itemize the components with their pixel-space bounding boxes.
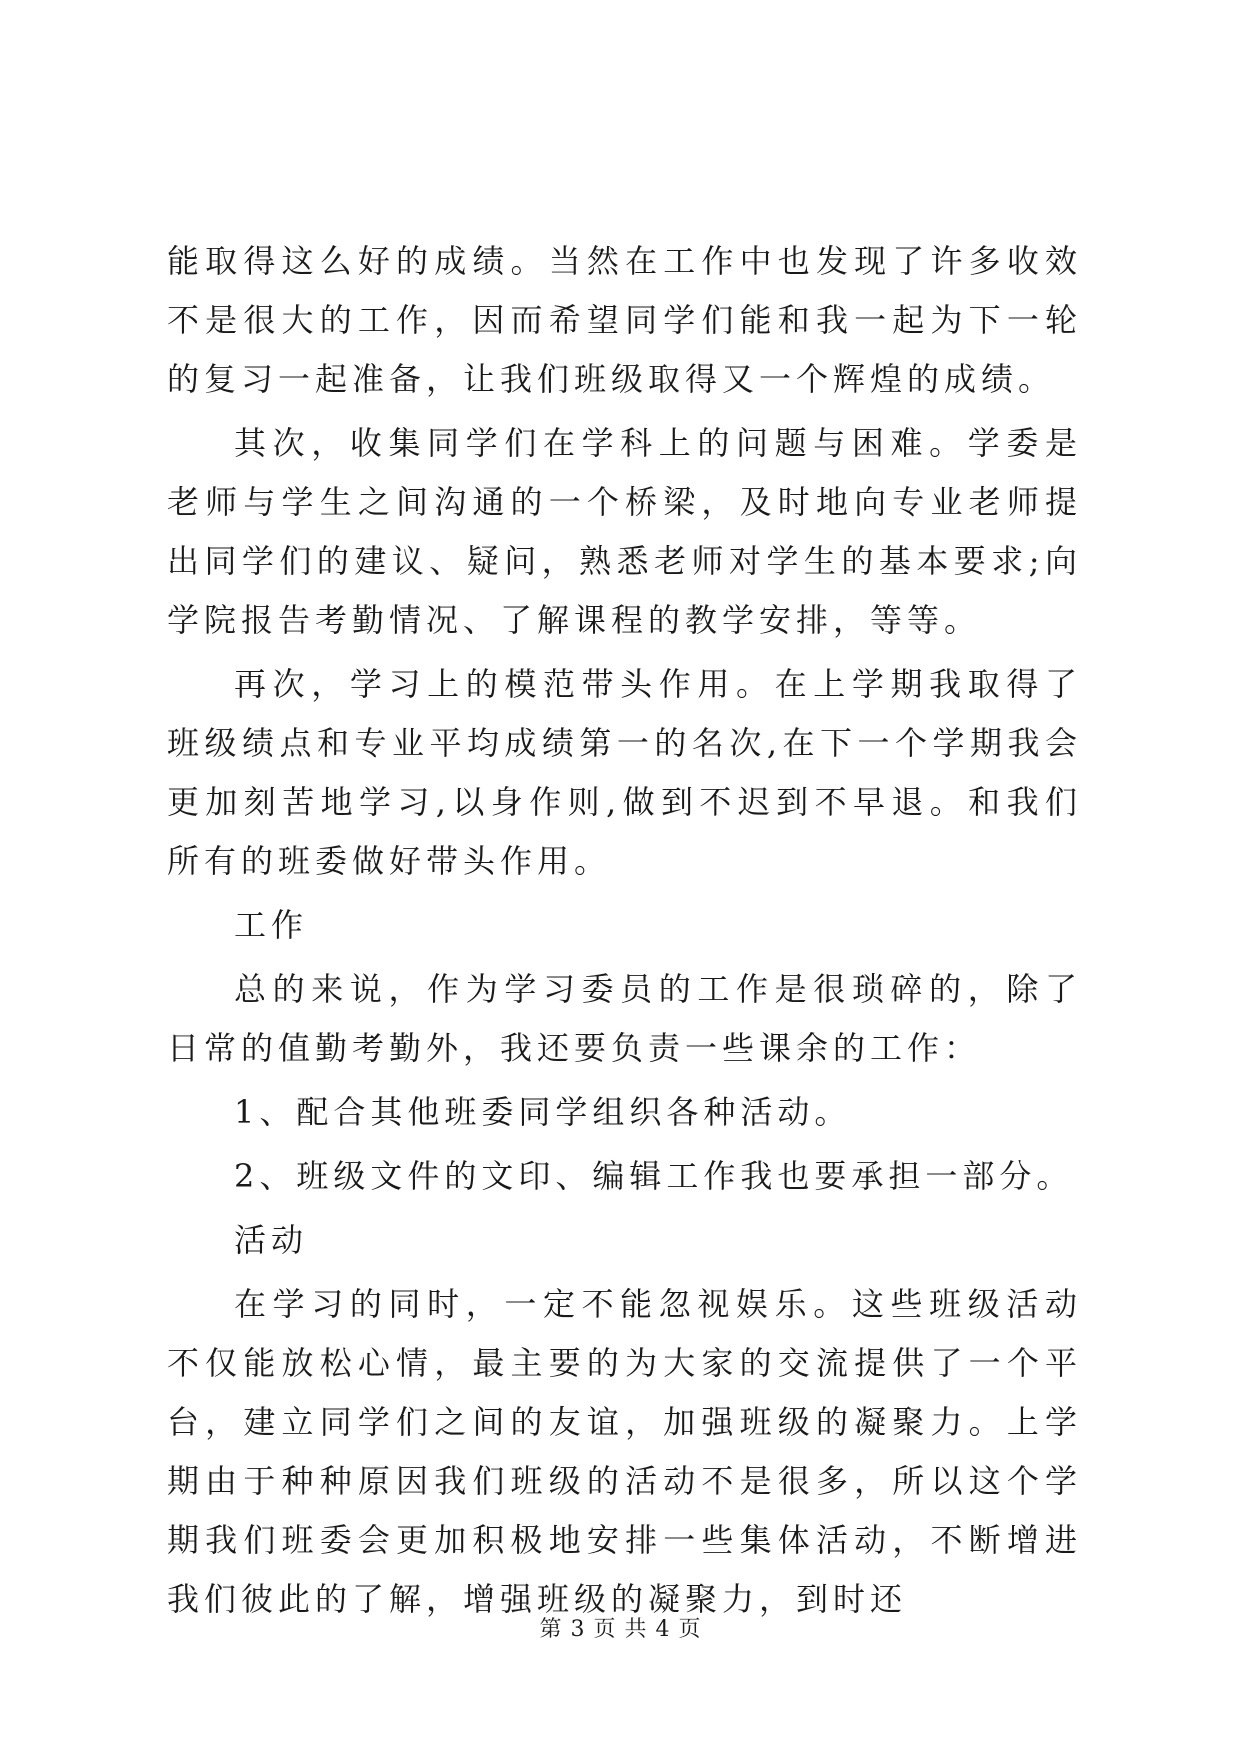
paragraph-2: 其次，收集同学们在学科上的问题与困难。学委是老师与学生之间沟通的一个桥梁，及时地向专业老师提出同学们的建议、疑问，熟悉老师对学生的基本要求;向学院报告考勤情况、了解课程的教学安排，等等。 (167, 424, 1082, 639)
section-heading-work: 工作 (234, 906, 309, 944)
paragraph-9: 在学习的同时，一定不能忽视娱乐。这些班级活动不仅能放松心情，最主要的为大家的交流提供了一个平台，建立同学们之间的友谊，加强班级的凝聚力。上学期由于种种原因我们班级的活动不是很多，所以这个学期我们班委会更加积极地安排一些集体活动，不断增进我们彼此的了解，增强班级的凝聚力，到时还 (167, 1285, 1082, 1618)
list-item-1: 1、配合其他班委同学组织各种活动。 (234, 1093, 852, 1131)
paragraph-1: 能取得这么好的成绩。当然在工作中也发现了许多收效不是很大的工作，因而希望同学们能和我一起为下一轮的复习一起准备，让我们班级取得又一个辉煌的成绩。 (167, 242, 1082, 398)
list-item-2: 2、班级文件的文印、编辑工作我也要承担一部分。 (234, 1157, 1074, 1195)
section-heading-activity: 活动 (234, 1221, 309, 1259)
page-number-footer: 第 3 页 共 4 页 (539, 1617, 702, 1642)
paragraph-3: 再次，学习上的模范带头作用。在上学期我取得了班级绩点和专业平均成绩第一的名次,在下一个学期我会更加刻苦地学习,以身作则,做到不迟到不早退。和我们所有的班委做好带头作用。 (167, 665, 1082, 880)
paragraph-5: 总的来说，作为学习委员的工作是很琐碎的，除了日常的值勤考勤外，我还要负责一些课余的工作： (167, 970, 1082, 1067)
document-body (167, 232, 1082, 1634)
